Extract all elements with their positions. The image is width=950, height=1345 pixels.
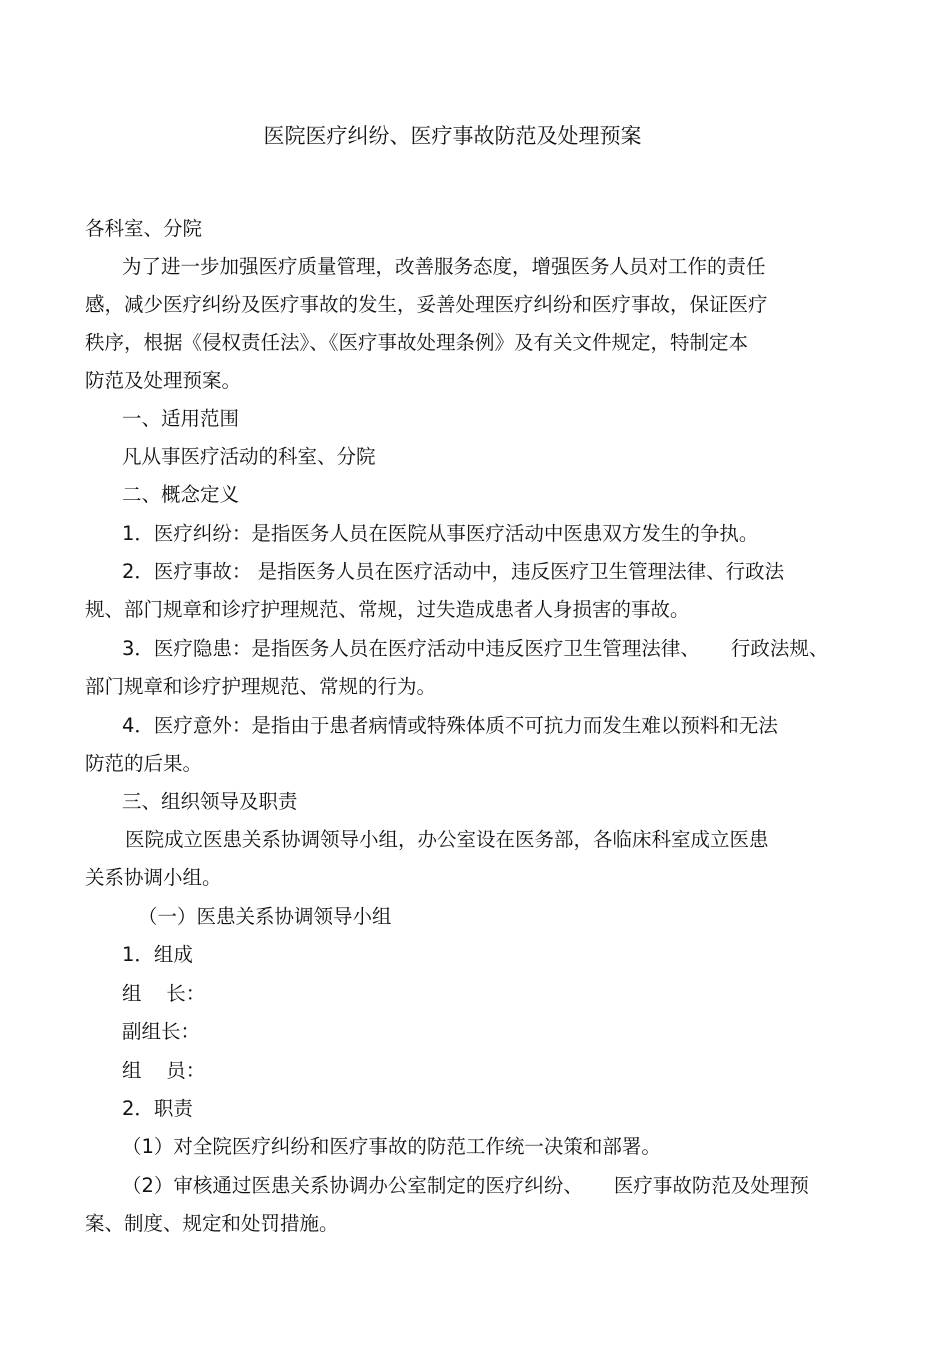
definition-line: 防范的后果。 bbox=[85, 752, 203, 775]
addressee-line: 各科室、分院 bbox=[85, 217, 203, 240]
section-heading: 一、适用范围 bbox=[122, 407, 240, 430]
list-item: 案、制度、规定和处罚措施。 bbox=[85, 1212, 339, 1235]
paragraph-line: 凡从事医疗活动的科室、分院 bbox=[122, 445, 376, 468]
document-title: 医院医疗纠纷、医疗事故防范及处理预案 bbox=[263, 124, 642, 148]
section-heading: 三、组织领导及职责 bbox=[122, 790, 298, 813]
list-item: （2）审核通过医患关系协调办公室制定的医疗纠纷、 医疗事故防范及处理预 bbox=[122, 1174, 809, 1197]
list-item: 组 长： bbox=[122, 982, 206, 1005]
definition-line: 部门规章和诊疗护理规范、常规的行为。 bbox=[85, 675, 437, 698]
paragraph-line: 为了进一步加强医疗质量管理，改善服务态度，增强医务人员对工作的责任 bbox=[122, 255, 766, 278]
list-item: 1．组成 bbox=[122, 943, 193, 966]
definition-line: 2．医疗事故： 是指医务人员在医疗活动中，违反医疗卫生管理法律、行政法 bbox=[122, 560, 785, 583]
definition-line: 4．医疗意外：是指由于患者病情或特殊体质不可抗力而发生难以预料和无法 bbox=[122, 714, 778, 737]
definition-line: 规、部门规章和诊疗护理规范、常规，过失造成患者人身损害的事故。 bbox=[85, 598, 690, 621]
definition-line: 3．医疗隐患：是指医务人员在医疗活动中违反医疗卫生管理法律、 行政法规、 bbox=[122, 637, 829, 660]
paragraph-line: 防范及处理预案。 bbox=[85, 369, 242, 392]
list-item: 组 员： bbox=[122, 1059, 206, 1082]
list-item: 2．职责 bbox=[122, 1097, 193, 1120]
subsection-heading: （一）医患关系协调领导小组 bbox=[138, 905, 392, 928]
paragraph-line: 感，减少医疗纠纷及医疗事故的发生，妥善处理医疗纠纷和医疗事故，保证医疗 bbox=[85, 293, 768, 316]
list-item: （1）对全院医疗纠纷和医疗事故的防范工作统一决策和部署。 bbox=[122, 1135, 661, 1158]
paragraph-line: 医院成立医患关系协调领导小组，办公室设在医务部，各临床科室成立医患 bbox=[125, 828, 769, 851]
section-heading: 二、概念定义 bbox=[122, 483, 240, 506]
list-item: 副组长： bbox=[122, 1020, 201, 1043]
paragraph-line: 关系协调小组。 bbox=[85, 866, 222, 889]
paragraph-line: 秩序，根据《侵权责任法》、《医疗事故处理条例》及有关文件规定，特制定本 bbox=[85, 331, 749, 354]
definition-line: 1．医疗纠纷：是指医务人员在医院从事医疗活动中医患双方发生的争执。 bbox=[122, 522, 759, 545]
